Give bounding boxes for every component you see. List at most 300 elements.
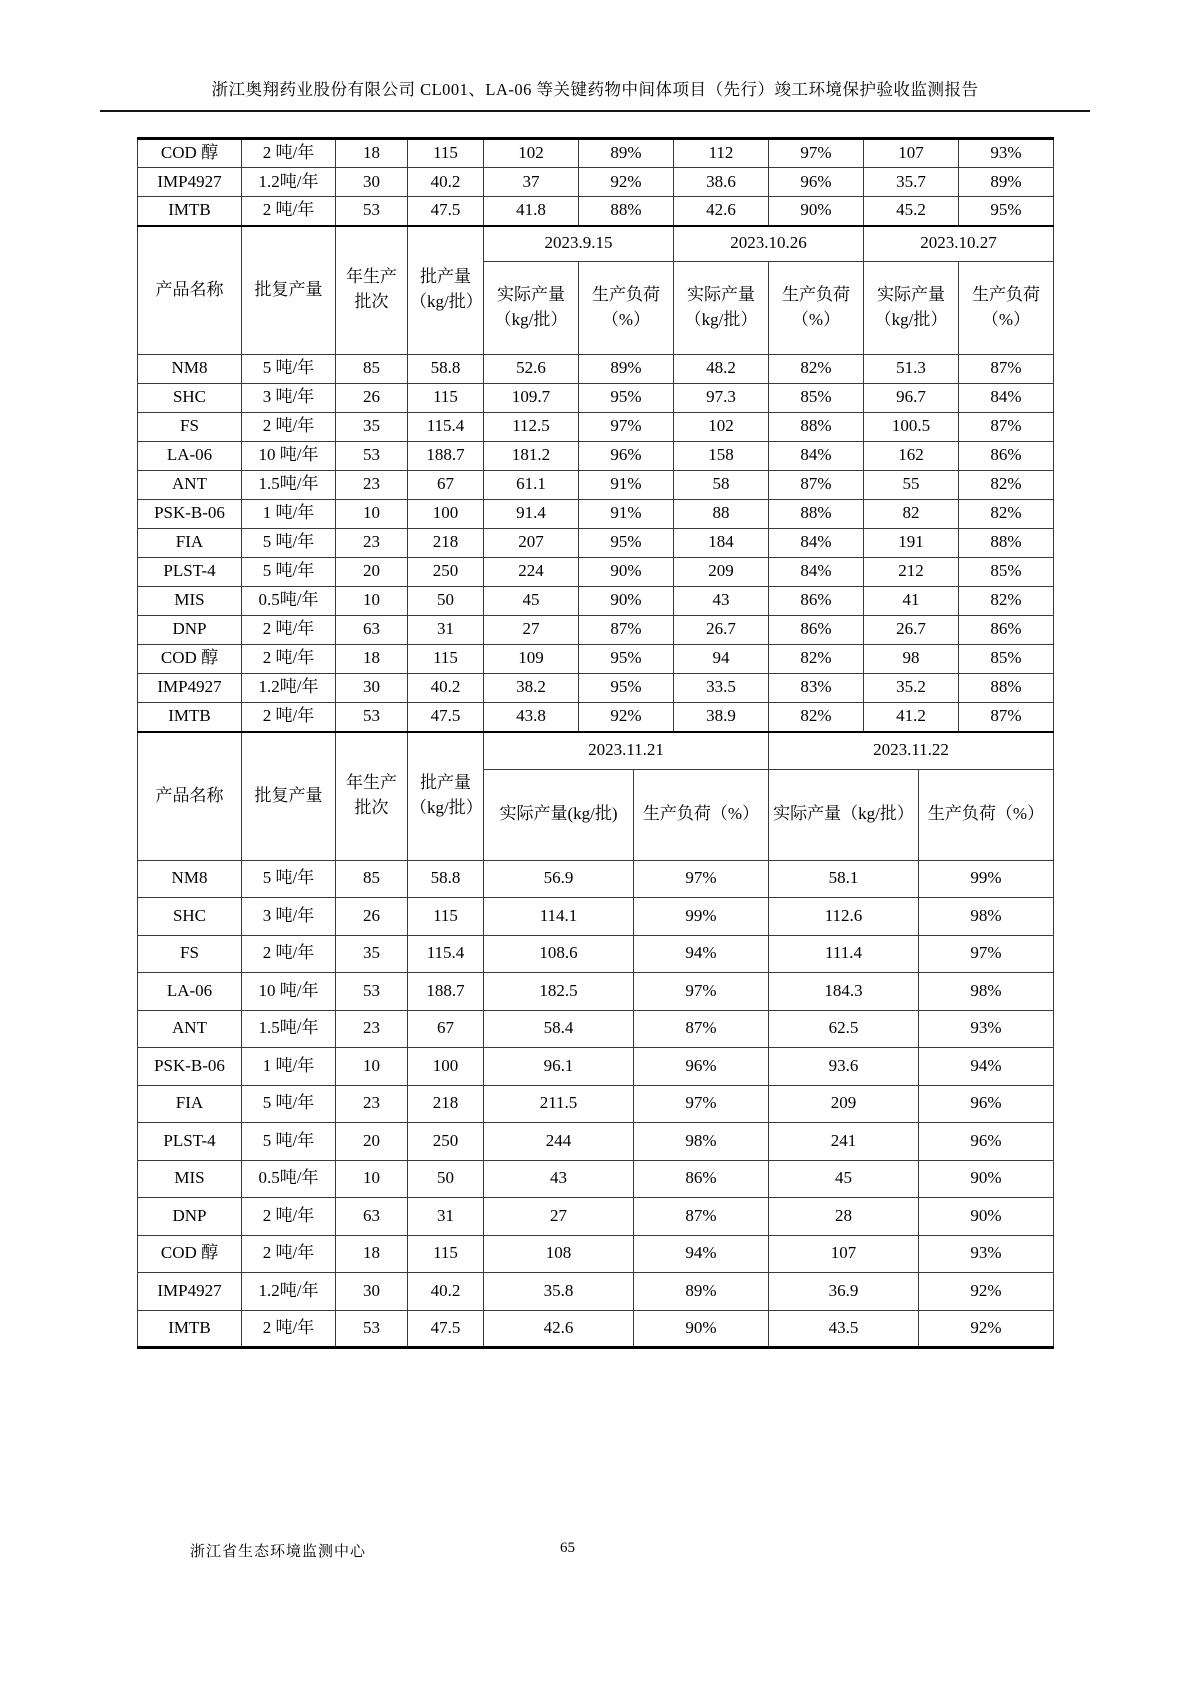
value-cell: 82% [959,470,1054,499]
value-cell: 10 [336,1160,408,1198]
value-cell: 91% [579,499,674,528]
date-header-2023-10-26: 2023.10.26 [674,226,864,262]
value-cell: 27 [484,615,579,644]
col-header-production-load: 生产负荷（%） [634,769,769,860]
product-name-cell: COD 醇 [138,139,242,168]
value-cell: 90% [579,557,674,586]
value-cell: 218 [408,528,484,557]
value-cell: 23 [336,1085,408,1123]
value-cell: 98% [919,973,1054,1011]
value-cell: 102 [674,412,769,441]
value-cell: 53 [336,973,408,1011]
value-cell: 35.8 [484,1273,634,1311]
value-cell: 1.2吨/年 [242,1273,336,1311]
value-cell: 26.7 [864,615,959,644]
value-cell: 107 [769,1235,919,1273]
value-cell: 47.5 [408,702,484,731]
col-header-product-name: 产品名称 [138,732,242,861]
value-cell: 18 [336,1235,408,1273]
value-cell: 115 [408,898,484,936]
section2-header-row [138,732,1054,770]
value-cell: 41 [864,586,959,615]
table-row [138,557,1054,586]
product-name-cell: DNP [138,1198,242,1236]
value-cell: 95% [579,644,674,673]
value-cell: 42.6 [484,1310,634,1348]
value-cell: 90% [919,1160,1054,1198]
value-cell: 86% [959,615,1054,644]
value-cell: 90% [634,1310,769,1348]
value-cell: 5 吨/年 [242,1123,336,1161]
value-cell: 0.5吨/年 [242,1160,336,1198]
value-cell: 86% [634,1160,769,1198]
value-cell: 89% [579,354,674,383]
value-cell: 82% [769,702,864,731]
value-cell: 2 吨/年 [242,412,336,441]
value-cell: 5 吨/年 [242,528,336,557]
value-cell: 115 [408,1235,484,1273]
table-row [138,1160,1054,1198]
product-name-cell: COD 醇 [138,644,242,673]
value-cell: 38.9 [674,702,769,731]
value-cell: 45.2 [864,197,959,226]
value-cell: 84% [959,383,1054,412]
col-header-production-load: 生产负荷（%） [959,261,1054,354]
col-header-annual-batches: 年生产批次 [336,226,408,355]
product-name-cell: PLST-4 [138,1123,242,1161]
value-cell: 53 [336,702,408,731]
value-cell: 115.4 [408,412,484,441]
section2-rows-body [138,860,1054,1348]
table-row [138,383,1054,412]
value-cell: 2 吨/年 [242,1310,336,1348]
value-cell: 36.9 [769,1273,919,1311]
value-cell: 42.6 [674,197,769,226]
footer-organization: 浙江省生态环境监测中心 [190,1544,367,1560]
value-cell: 88% [959,673,1054,702]
value-cell: 84% [769,528,864,557]
value-cell: 85% [769,383,864,412]
value-cell: 33.5 [674,673,769,702]
value-cell: 5 吨/年 [242,557,336,586]
value-cell: 5 吨/年 [242,860,336,898]
value-cell: 98% [919,898,1054,936]
value-cell: 115.4 [408,935,484,973]
value-cell: 82 [864,499,959,528]
value-cell: 10 [336,499,408,528]
value-cell: 40.2 [408,1273,484,1311]
value-cell: 96% [634,1048,769,1086]
value-cell: 102 [484,139,579,168]
value-cell: 209 [674,557,769,586]
value-cell: 92% [579,702,674,731]
value-cell: 35 [336,935,408,973]
value-cell: 58.8 [408,860,484,898]
value-cell: 209 [769,1085,919,1123]
value-cell: 5 吨/年 [242,1085,336,1123]
col-header-production-load: 生产负荷（%） [769,261,864,354]
value-cell: 90% [579,586,674,615]
value-cell: 188.7 [408,441,484,470]
value-cell: 1 吨/年 [242,499,336,528]
date-header-2023-9-15: 2023.9.15 [484,226,674,262]
value-cell: 56.9 [484,860,634,898]
value-cell: 1.2吨/年 [242,673,336,702]
value-cell: 94 [674,644,769,673]
value-cell: 162 [864,441,959,470]
product-name-cell: FIA [138,1085,242,1123]
value-cell: 84% [769,557,864,586]
value-cell: 85 [336,354,408,383]
value-cell: 212 [864,557,959,586]
value-cell: 43 [484,1160,634,1198]
value-cell: 96% [769,168,864,197]
value-cell: 26 [336,898,408,936]
product-name-cell: IMP4927 [138,1273,242,1311]
value-cell: 181.2 [484,441,579,470]
product-name-cell: IMTB [138,1310,242,1348]
value-cell: 20 [336,1123,408,1161]
value-cell: 91.4 [484,499,579,528]
section1-header-row [138,226,1054,262]
value-cell: 94% [634,935,769,973]
value-cell: 109 [484,644,579,673]
value-cell: 23 [336,470,408,499]
product-name-cell: IMTB [138,197,242,226]
value-cell: 63 [336,615,408,644]
value-cell: 250 [408,1123,484,1161]
value-cell: 97% [579,412,674,441]
product-name-cell: FS [138,412,242,441]
production-table-section1 [137,137,1054,732]
production-table-section2 [137,731,1054,1350]
value-cell: 184 [674,528,769,557]
table-row [138,1010,1054,1048]
table-row [138,1123,1054,1161]
section1-rows-body [138,354,1054,731]
value-cell: 99% [919,860,1054,898]
value-cell: 53 [336,197,408,226]
table-row [138,1048,1054,1086]
table-row [138,1085,1054,1123]
value-cell: 95% [959,197,1054,226]
value-cell: 20 [336,557,408,586]
value-cell: 82% [959,499,1054,528]
value-cell: 93.6 [769,1048,919,1086]
product-name-cell: PLST-4 [138,557,242,586]
value-cell: 88% [959,528,1054,557]
value-cell: 91% [579,470,674,499]
value-cell: 108 [484,1235,634,1273]
value-cell: 5 吨/年 [242,354,336,383]
product-name-cell: NM8 [138,354,242,383]
value-cell: 53 [336,441,408,470]
value-cell: 63 [336,1198,408,1236]
value-cell: 95% [579,673,674,702]
product-name-cell: SHC [138,383,242,412]
value-cell: 2 吨/年 [242,644,336,673]
value-cell: 82% [769,644,864,673]
value-cell: 94% [919,1048,1054,1086]
value-cell: 2 吨/年 [242,197,336,226]
product-name-cell: ANT [138,470,242,499]
value-cell: 10 [336,586,408,615]
value-cell: 18 [336,139,408,168]
value-cell: 38.2 [484,673,579,702]
value-cell: 98% [634,1123,769,1161]
col-header-approved-output: 批复产量 [242,732,336,861]
table-row [138,168,1054,197]
value-cell: 93% [959,139,1054,168]
value-cell: 45 [769,1160,919,1198]
value-cell: 97% [634,973,769,1011]
product-name-cell: IMP4927 [138,673,242,702]
value-cell: 58.8 [408,354,484,383]
value-cell: 28 [769,1198,919,1236]
page-number: 65 [560,1540,575,1556]
value-cell: 92% [579,168,674,197]
col-header-batch-output: 批产量（kg/批） [408,226,484,355]
value-cell: 94% [634,1235,769,1273]
production-load-table [137,137,1053,1349]
value-cell: 0.5吨/年 [242,586,336,615]
table-row [138,197,1054,226]
table-row [138,139,1054,168]
value-cell: 158 [674,441,769,470]
value-cell: 2 吨/年 [242,1235,336,1273]
value-cell: 100.5 [864,412,959,441]
value-cell: 97% [919,935,1054,973]
value-cell: 88% [769,412,864,441]
value-cell: 41.8 [484,197,579,226]
value-cell: 10 吨/年 [242,973,336,1011]
value-cell: 43.8 [484,702,579,731]
value-cell: 87% [634,1010,769,1048]
value-cell: 87% [959,702,1054,731]
value-cell: 31 [408,615,484,644]
value-cell: 62.5 [769,1010,919,1048]
value-cell: 92% [919,1310,1054,1348]
value-cell: 67 [408,470,484,499]
value-cell: 86% [769,615,864,644]
value-cell: 67 [408,1010,484,1048]
product-name-cell: MIS [138,586,242,615]
value-cell: 90% [769,197,864,226]
value-cell: 82% [959,586,1054,615]
value-cell: 61.1 [484,470,579,499]
value-cell: 92% [919,1273,1054,1311]
value-cell: 100 [408,499,484,528]
table-row [138,644,1054,673]
table-row [138,1198,1054,1236]
value-cell: 97% [634,1085,769,1123]
value-cell: 51.3 [864,354,959,383]
value-cell: 2 吨/年 [242,139,336,168]
value-cell: 58.4 [484,1010,634,1048]
value-cell: 2 吨/年 [242,1198,336,1236]
value-cell: 35.7 [864,168,959,197]
value-cell: 109.7 [484,383,579,412]
value-cell: 112 [674,139,769,168]
value-cell: 96% [579,441,674,470]
value-cell: 48.2 [674,354,769,383]
value-cell: 2 吨/年 [242,615,336,644]
date-header-2023-11-21: 2023.11.21 [484,732,769,770]
table-row [138,702,1054,731]
product-name-cell: SHC [138,898,242,936]
value-cell: 87% [579,615,674,644]
col-header-annual-batches: 年生产批次 [336,732,408,861]
value-cell: 96.7 [864,383,959,412]
product-name-cell: PSK-B-06 [138,1048,242,1086]
value-cell: 50 [408,586,484,615]
value-cell: 35.2 [864,673,959,702]
value-cell: 89% [959,168,1054,197]
value-cell: 55 [864,470,959,499]
value-cell: 87% [959,354,1054,383]
table-row [138,528,1054,557]
table-row [138,1310,1054,1348]
table-row [138,1273,1054,1311]
value-cell: 184.3 [769,973,919,1011]
value-cell: 88% [579,197,674,226]
value-cell: 86% [769,586,864,615]
value-cell: 87% [769,470,864,499]
col-header-approved-output: 批复产量 [242,226,336,355]
value-cell: 111.4 [769,935,919,973]
value-cell: 98 [864,644,959,673]
value-cell: 30 [336,1273,408,1311]
value-cell: 250 [408,557,484,586]
value-cell: 1 吨/年 [242,1048,336,1086]
value-cell: 45 [484,586,579,615]
table-row [138,1235,1054,1273]
value-cell: 40.2 [408,673,484,702]
value-cell: 53 [336,1310,408,1348]
table-row [138,615,1054,644]
value-cell: 114.1 [484,898,634,936]
value-cell: 27 [484,1198,634,1236]
date-header-2023-10-27: 2023.10.27 [864,226,1054,262]
value-cell: 95% [579,383,674,412]
value-cell: 96% [919,1123,1054,1161]
value-cell: 93% [919,1010,1054,1048]
product-name-cell: MIS [138,1160,242,1198]
value-cell: 58.1 [769,860,919,898]
value-cell: 108.6 [484,935,634,973]
value-cell: 100 [408,1048,484,1086]
value-cell: 115 [408,139,484,168]
value-cell: 112.5 [484,412,579,441]
value-cell: 23 [336,528,408,557]
value-cell: 18 [336,644,408,673]
value-cell: 26.7 [674,615,769,644]
value-cell: 112.6 [769,898,919,936]
product-name-cell: FIA [138,528,242,557]
product-name-cell: DNP [138,615,242,644]
value-cell: 224 [484,557,579,586]
value-cell: 23 [336,1010,408,1048]
table-row [138,935,1054,973]
value-cell: 96.1 [484,1048,634,1086]
value-cell: 3 吨/年 [242,898,336,936]
col-header-product-name: 产品名称 [138,226,242,355]
value-cell: 50 [408,1160,484,1198]
product-name-cell: IMP4927 [138,168,242,197]
value-cell: 87% [634,1198,769,1236]
product-name-cell: NM8 [138,860,242,898]
value-cell: 244 [484,1123,634,1161]
value-cell: 35 [336,412,408,441]
product-name-cell: PSK-B-06 [138,499,242,528]
value-cell: 3 吨/年 [242,383,336,412]
value-cell: 43.5 [769,1310,919,1348]
value-cell: 43 [674,586,769,615]
table-row [138,973,1054,1011]
value-cell: 41.2 [864,702,959,731]
col-header-actual-output: 实际产量（kg/批） [674,261,769,354]
product-name-cell: LA-06 [138,441,242,470]
value-cell: 40.2 [408,168,484,197]
carryover-rows-body [138,139,1054,226]
report-header-title: 浙江奥翔药业股份有限公司 CL001、LA-06 等关键药物中间体项目（先行）竣工环境保护验收监测报告 [211,80,979,99]
value-cell: 31 [408,1198,484,1236]
value-cell: 52.6 [484,354,579,383]
table-row [138,412,1054,441]
value-cell: 1.2吨/年 [242,168,336,197]
value-cell: 88 [674,499,769,528]
col-header-actual-output: 实际产量（kg/批） [484,261,579,354]
value-cell: 182.5 [484,973,634,1011]
product-name-cell: LA-06 [138,973,242,1011]
value-cell: 83% [769,673,864,702]
header-rule [100,110,1090,112]
col-header-production-load: 生产负荷（%） [579,261,674,354]
value-cell: 86% [959,441,1054,470]
table-row [138,470,1054,499]
value-cell: 47.5 [408,1310,484,1348]
value-cell: 1.5吨/年 [242,1010,336,1048]
value-cell: 211.5 [484,1085,634,1123]
value-cell: 207 [484,528,579,557]
table-row [138,860,1054,898]
value-cell: 115 [408,383,484,412]
product-name-cell: FS [138,935,242,973]
value-cell: 90% [919,1198,1054,1236]
value-cell: 85 [336,860,408,898]
table-row [138,354,1054,383]
table-row [138,499,1054,528]
value-cell: 99% [634,898,769,936]
value-cell: 10 吨/年 [242,441,336,470]
value-cell: 87% [959,412,1054,441]
value-cell: 38.6 [674,168,769,197]
table-row [138,898,1054,936]
value-cell: 96% [919,1085,1054,1123]
value-cell: 84% [769,441,864,470]
value-cell: 97.3 [674,383,769,412]
col-header-actual-output: 实际产量(kg/批) [484,769,634,860]
value-cell: 2 吨/年 [242,935,336,973]
col-header-production-load: 生产负荷（%） [919,769,1054,860]
product-name-cell: COD 醇 [138,1235,242,1273]
value-cell: 47.5 [408,197,484,226]
value-cell: 115 [408,644,484,673]
value-cell: 85% [959,644,1054,673]
product-name-cell: IMTB [138,702,242,731]
value-cell: 88% [769,499,864,528]
value-cell: 97% [634,860,769,898]
